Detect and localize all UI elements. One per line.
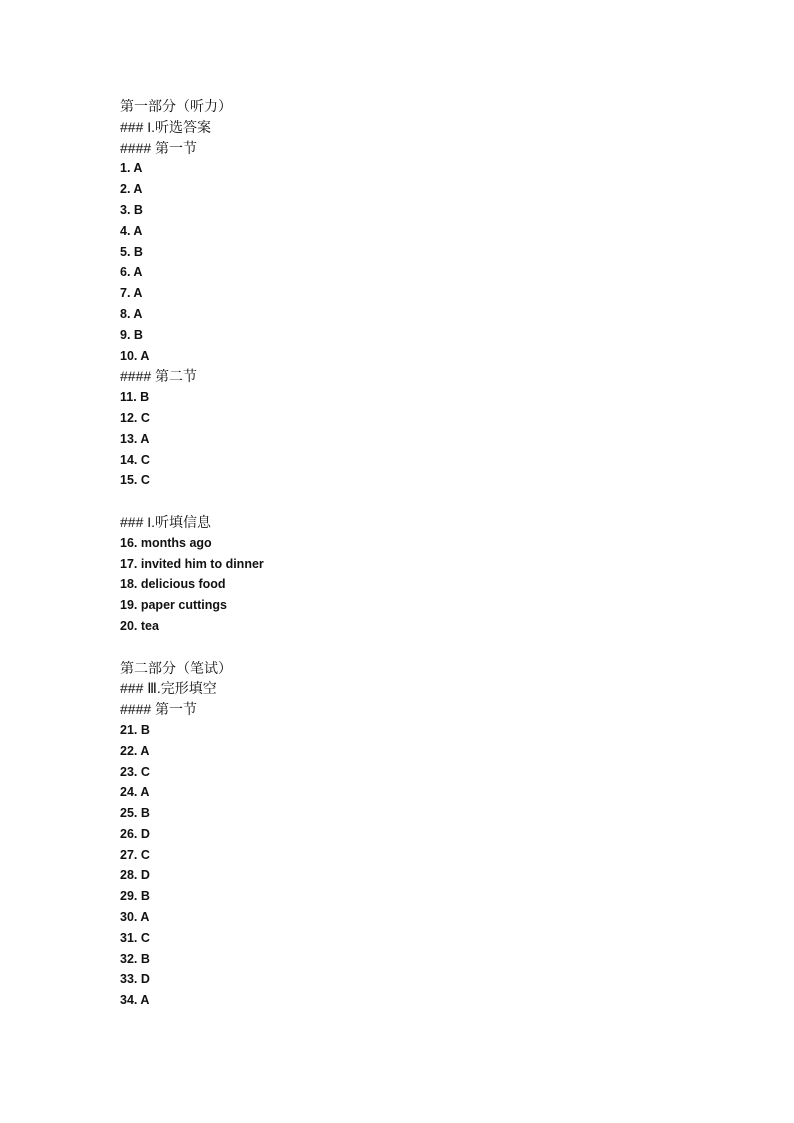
answer-line: 22. A	[120, 743, 150, 758]
answer-line: 21. B	[120, 722, 150, 737]
section-heading: #### 第一节	[120, 139, 198, 156]
blank-line	[120, 491, 720, 512]
answer-line: 27. C	[120, 847, 150, 862]
answer-line: 28. D	[120, 868, 150, 883]
answer-line: 5. B	[120, 244, 143, 259]
answer-line: 6. A	[120, 265, 143, 280]
answer-line: 8. A	[120, 306, 143, 321]
answer-line: 11. B	[120, 390, 150, 405]
answer-line: 7. A	[120, 286, 143, 301]
answer-line: 16. months ago	[120, 535, 212, 550]
section-heading: ### I.听填信息	[120, 513, 212, 530]
answer-line: 23. C	[120, 764, 150, 779]
answer-line: 18. delicious food	[120, 577, 226, 592]
answer-line: 34. A	[120, 993, 150, 1008]
answer-line: 17. invited him to dinner	[120, 556, 264, 571]
answer-line: 14. C	[120, 452, 150, 467]
section-heading: ### Ⅲ.完形填空	[120, 680, 217, 697]
answer-line: 15. C	[120, 473, 150, 488]
answer-line: 19. paper cuttings	[120, 598, 227, 613]
section-heading: 第二部分（笔试）	[120, 659, 232, 676]
answer-line: 10. A	[120, 348, 150, 363]
answer-line: 25. B	[120, 806, 150, 821]
answer-line: 26. D	[120, 826, 150, 841]
answer-line: 13. A	[120, 431, 150, 446]
answer-line: 1. A	[120, 161, 143, 176]
answer-line: 33. D	[120, 972, 150, 987]
answer-line: 20. tea	[120, 618, 159, 633]
answer-line: 30. A	[120, 910, 150, 925]
section-heading: ### I.听选答案	[120, 118, 212, 135]
answer-line: 2. A	[120, 182, 143, 197]
answer-line: 29. B	[120, 889, 150, 904]
answer-line: 3. B	[120, 202, 143, 217]
answer-line: 31. C	[120, 930, 150, 945]
answer-line: 12. C	[120, 410, 150, 425]
answer-line: 24. A	[120, 785, 150, 800]
answer-line: 32. B	[120, 951, 150, 966]
section-heading: #### 第一节	[120, 701, 198, 718]
answer-line: 9. B	[120, 327, 143, 342]
section-heading: #### 第二节	[120, 368, 198, 385]
blank-line	[120, 637, 720, 658]
section-heading: 第一部分（听力）	[120, 98, 232, 114]
document-page	[120, 96, 720, 1011]
answer-line: 4. A	[120, 223, 143, 238]
